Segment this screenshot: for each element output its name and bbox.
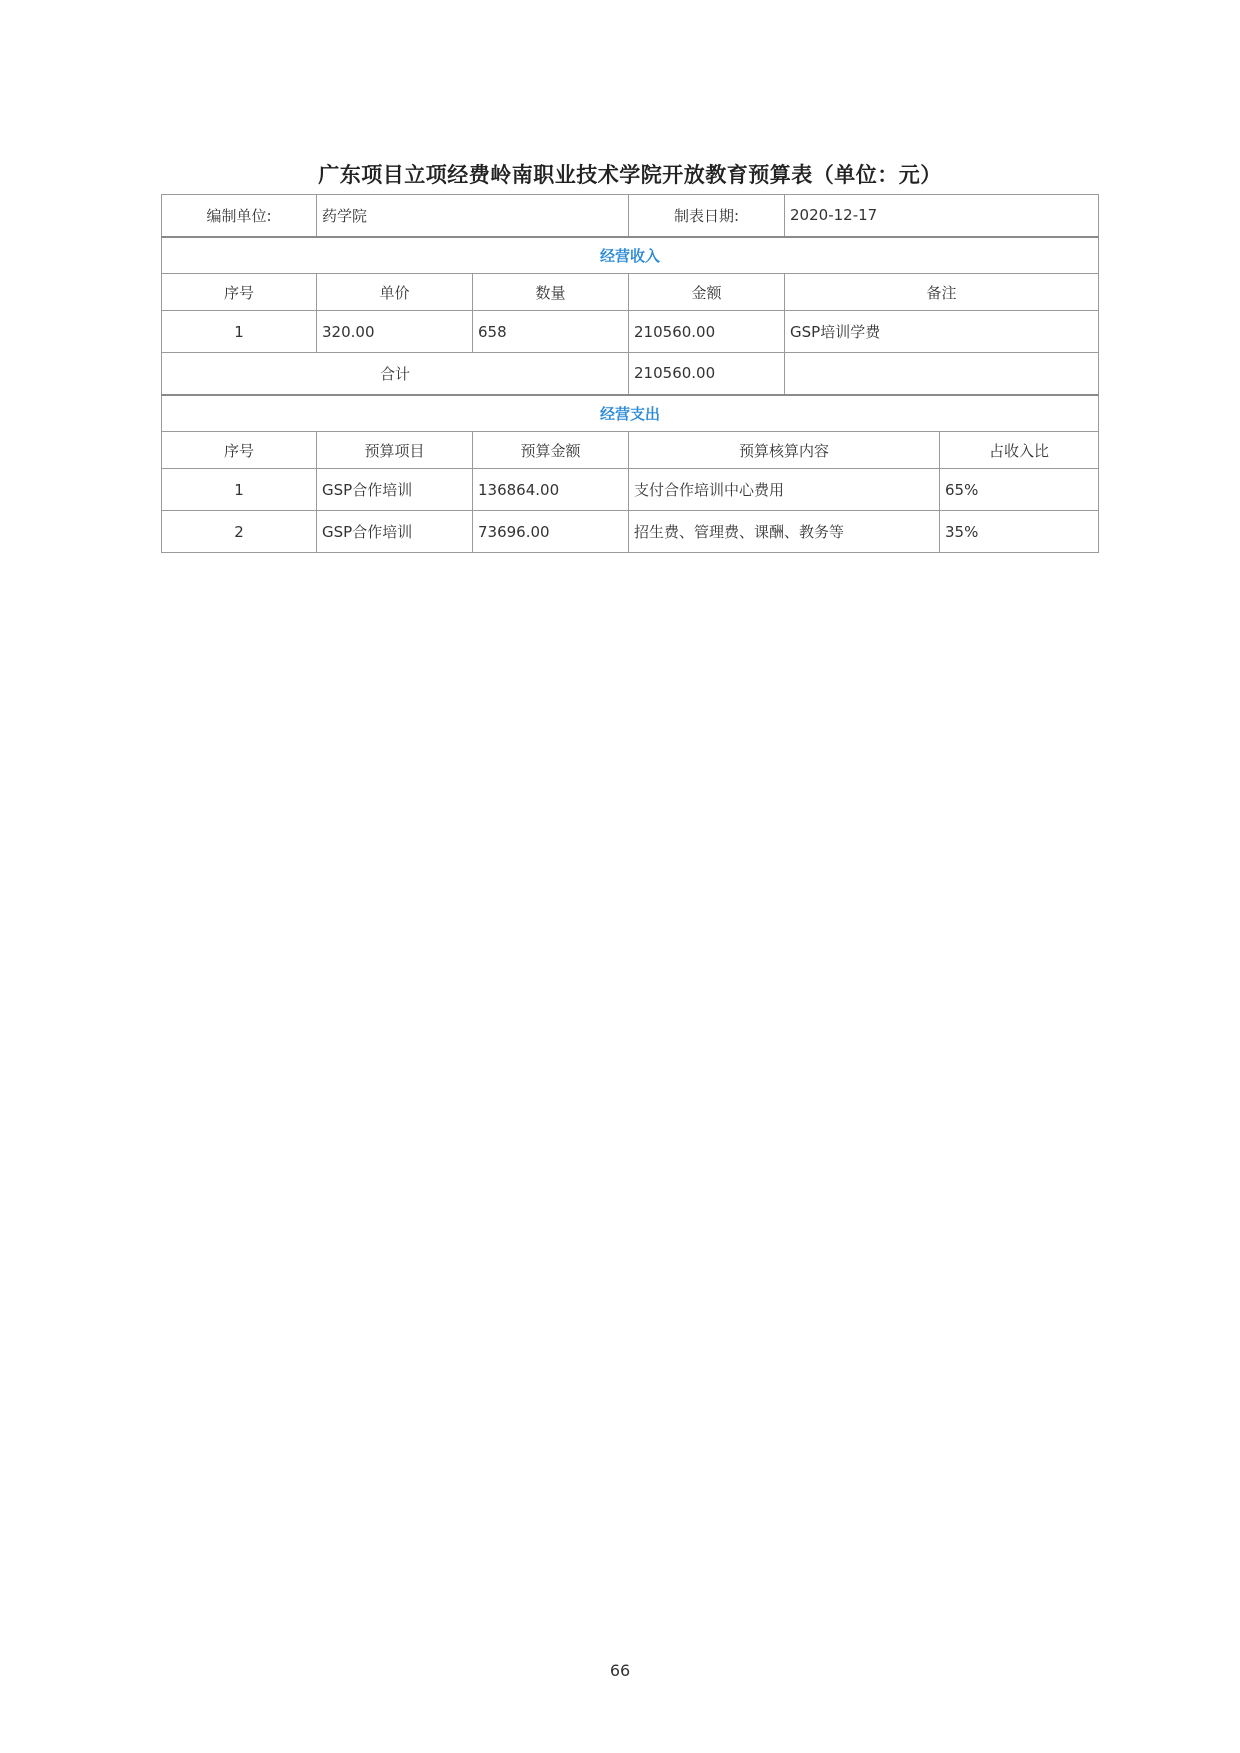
- expense-row-amount: 136864.00: [473, 469, 629, 511]
- unit-value: 药学院: [317, 195, 629, 237]
- expense-row-ratio: 65%: [940, 469, 1099, 511]
- expense-row-amount: 73696.00: [473, 511, 629, 553]
- date-value: 2020-12-17: [785, 195, 1099, 237]
- column-header: 占收入比: [940, 432, 1099, 469]
- column-header: 序号: [162, 432, 317, 469]
- income-total-label: 合计: [162, 353, 629, 395]
- income-total-note: [785, 353, 1099, 395]
- income-total-row: [162, 353, 1099, 395]
- column-header: 预算金额: [473, 432, 629, 469]
- income-row-note: GSP培训学费: [785, 311, 1099, 353]
- expense-section-row: [162, 395, 1099, 432]
- table-row: [162, 511, 1099, 553]
- expense-header-row: [162, 432, 1099, 469]
- expense-row-item: GSP合作培训: [317, 469, 473, 511]
- expense-row-number: 1: [162, 469, 317, 511]
- page-number: 66: [609, 1661, 631, 1680]
- income-row-amount: 210560.00: [629, 311, 785, 353]
- expense-section-title: 经营支出: [162, 395, 1099, 432]
- income-row-price: 320.00: [317, 311, 473, 353]
- unit-label: 编制单位:: [162, 195, 317, 237]
- expense-row-item: GSP合作培训: [317, 511, 473, 553]
- expense-row-content: 招生费、管理费、课酬、教务等: [629, 511, 940, 553]
- table-row: [162, 311, 1099, 353]
- budget-table: [161, 194, 1099, 553]
- column-header: 备注: [785, 274, 1099, 311]
- date-label: 制表日期:: [629, 195, 785, 237]
- income-section-title: 经营收入: [162, 237, 1099, 274]
- income-section-row: [162, 237, 1099, 274]
- income-total-amount: 210560.00: [629, 353, 785, 395]
- column-header: 序号: [162, 274, 317, 311]
- column-header: 数量: [473, 274, 629, 311]
- column-header: 预算项目: [317, 432, 473, 469]
- income-row-quantity: 658: [473, 311, 629, 353]
- document-title: 广东项目立项经费岭南职业技术学院开放教育预算表（单位：元）: [318, 163, 942, 187]
- column-header: 金额: [629, 274, 785, 311]
- table-row: [162, 469, 1099, 511]
- column-header: 单价: [317, 274, 473, 311]
- column-header: 预算核算内容: [629, 432, 940, 469]
- meta-row: [162, 195, 1099, 237]
- income-header-row: [162, 274, 1099, 311]
- expense-row-content: 支付合作培训中心费用: [629, 469, 940, 511]
- expense-row-ratio: 35%: [940, 511, 1099, 553]
- expense-row-number: 2: [162, 511, 317, 553]
- income-row-number: 1: [162, 311, 317, 353]
